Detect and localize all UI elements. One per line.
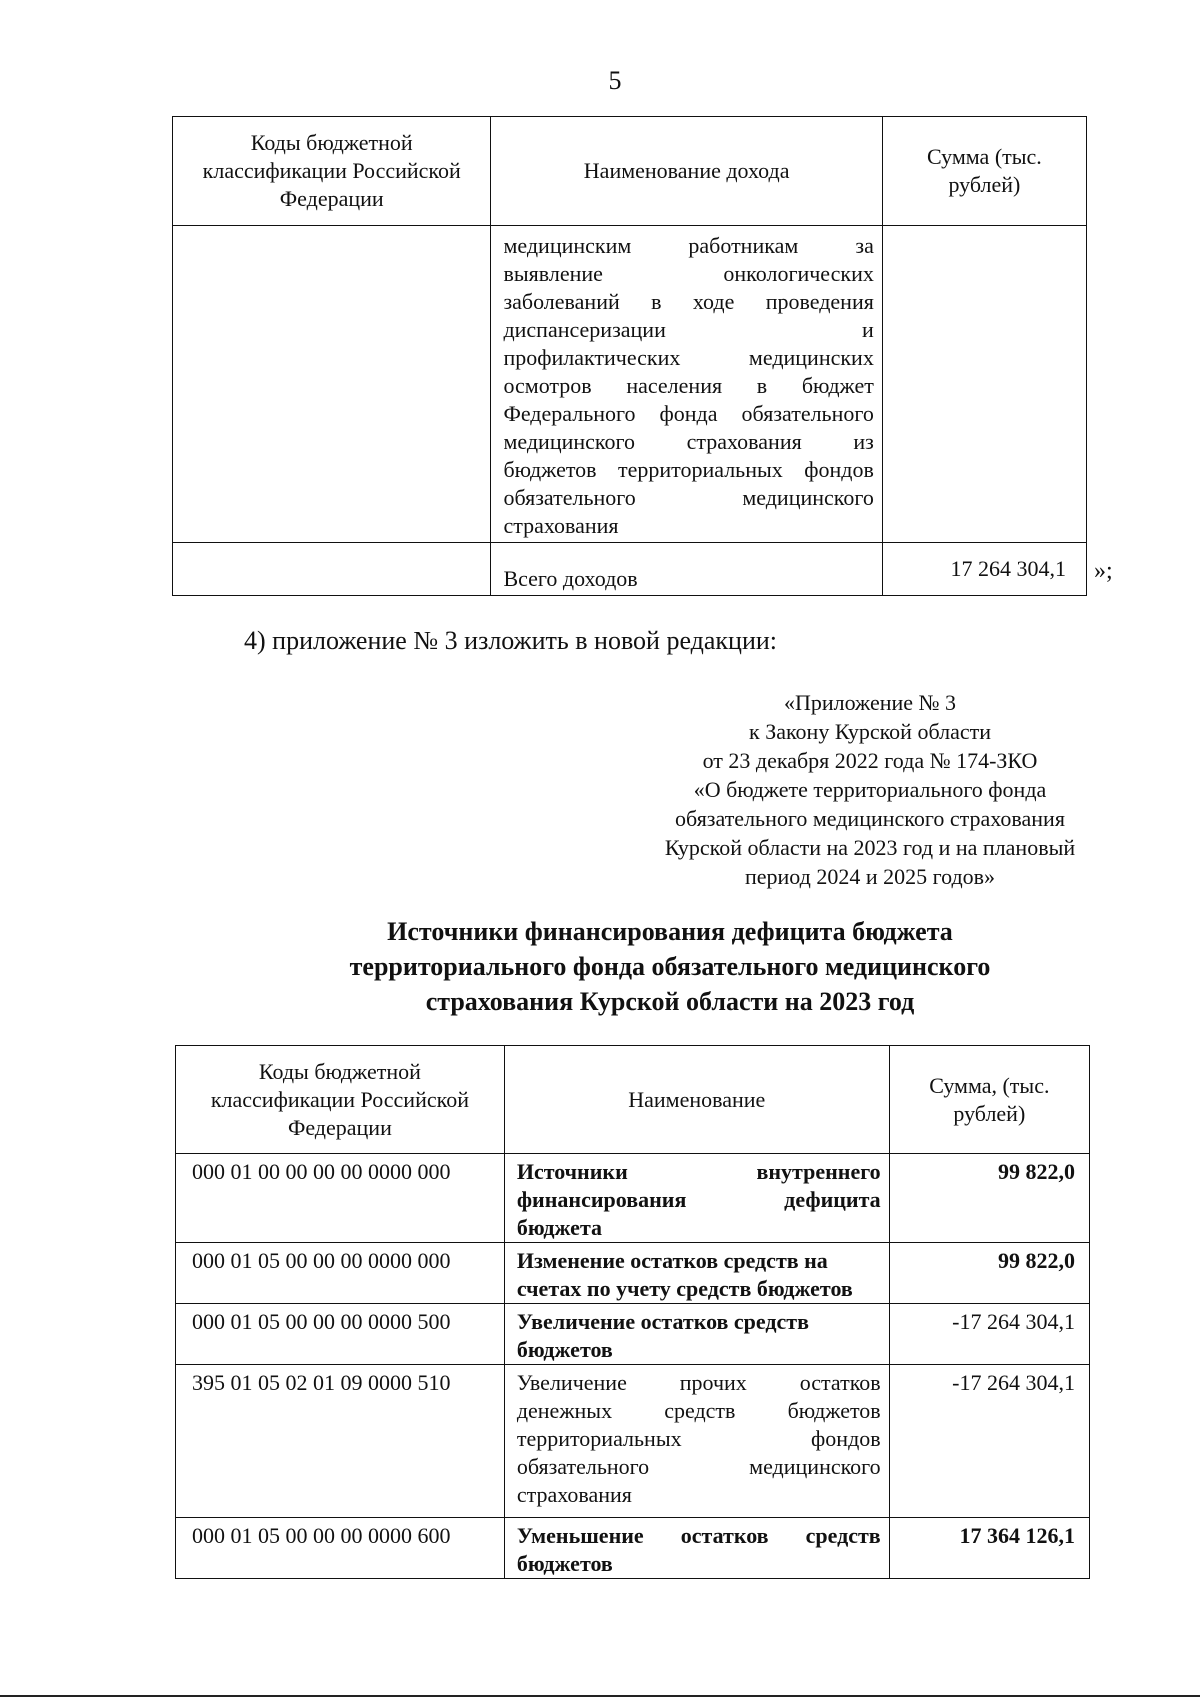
row-amount: 99 822,0 [889,1243,1089,1304]
header-revenue-name: Наименование дохода [491,117,882,226]
row-name-line: финансирования дефицита [516,1187,881,1212]
row-name-line: Источники внутреннего [516,1159,881,1184]
section-title-line: Источники финансирования дефицита бюджета [387,917,953,946]
page-bottom-edge [0,1695,1200,1697]
header-codes: Коды бюджетной классификации Российской Федерации [176,1046,505,1154]
total-amount: 17 264 304,1 [950,556,1066,581]
text-line: медицинским работникам за [503,233,874,258]
budget-code: 000 01 00 00 00 00 0000 000 [176,1154,505,1243]
table-row [176,1365,1090,1518]
table-row [176,1243,1090,1304]
text-line: осмотров населения в бюджет [503,373,874,398]
row-name [504,1154,889,1243]
text-line: обязательного медицинского [503,485,874,510]
table-row [176,1154,1090,1243]
row-name [504,1243,889,1304]
appendix-header-line: «О бюджете территориального фонда [693,777,1047,802]
appendix-header-line: период 2024 и 2025 годов» [744,864,996,889]
total-label-cell [491,543,882,596]
table-row [176,1518,1090,1579]
revenue-table [172,116,1087,596]
row-amount: 17 364 126,1 [889,1518,1089,1579]
row-amount: -17 264 304,1 [889,1365,1089,1518]
appendix-header [600,688,1140,891]
continuation-code-cell [173,226,491,543]
section-title-line: территориального фонда обязательного медицинского [349,952,991,981]
amendment-instruction: 4) приложение № 3 изложить в новой редакции: [244,626,778,655]
row-name-line: Увеличение прочих остатков [516,1370,881,1395]
revenue-total-row [173,543,1087,596]
header-sum: Сумма (тыс. рублей) [882,117,1086,226]
continuation-text [491,226,881,542]
row-name-line: бюджета [516,1215,603,1240]
row-name [504,1518,889,1579]
closing-quote-mark: »; [1094,558,1113,584]
row-name-line: бюджетов [516,1337,613,1362]
row-name-line: Уменьшение остатков средств [516,1523,881,1548]
row-name [504,1365,889,1518]
budget-code: 395 01 05 02 01 09 0000 510 [176,1365,505,1518]
budget-code: 000 01 05 00 00 00 0000 600 [176,1518,505,1579]
text-line: медицинского страхования из [503,429,874,454]
row-name-line: бюджетов [516,1551,613,1576]
row-name-line: территориальных фондов [516,1426,881,1451]
total-code-cell [173,543,491,596]
text-line: заболеваний в ходе проведения [503,289,874,314]
table-row [176,1304,1090,1365]
header-sum: Сумма, (тыс. рублей) [889,1046,1089,1154]
revenue-continuation-row [173,226,1087,543]
row-name-line: обязательного медицинского [516,1454,881,1479]
row-amount: 99 822,0 [889,1154,1089,1243]
budget-code: 000 01 05 00 00 00 0000 500 [176,1304,505,1365]
page-number: 5 [608,66,622,95]
total-label: Всего доходов [503,566,638,591]
text-line: выявление онкологических [503,261,874,286]
text-line: страхования [503,513,619,538]
header-codes: Коды бюджетной классификации Российской Федерации [173,117,491,226]
row-amount: -17 264 304,1 [889,1304,1089,1365]
appendix-header-line: Курской области на 2023 год и на плановый [664,835,1076,860]
appendix-header-line: к Закону Курской области [749,719,991,744]
text-line: профилактических медицинских [503,345,874,370]
row-name-line: Изменение остатков средств на [516,1248,828,1273]
deficit-sources-table [175,1045,1090,1579]
section-title-line: страхования Курской области на 2023 год [425,987,915,1016]
row-name-line: денежных средств бюджетов [516,1398,881,1423]
continuation-sum-cell [882,226,1086,543]
total-amount-cell [882,543,1086,596]
appendix-header-line: от 23 декабря 2022 года № 174-ЗКО [702,748,1038,773]
revenue-table-header-row [173,117,1087,226]
row-name-line: Увеличение остатков средств [516,1309,809,1334]
text-line: бюджетов территориальных фондов [503,457,874,482]
appendix-header-line: обязательного медицинского страхования [675,806,1065,831]
row-name-line: счетах по учету средств бюджетов [516,1276,853,1301]
budget-code: 000 01 05 00 00 00 0000 000 [176,1243,505,1304]
text-line: Федерального фонда обязательного [503,401,874,426]
row-name-line: страхования [516,1482,632,1507]
appendix-header-line: «Приложение № 3 [783,690,957,715]
header-name: Наименование [504,1046,889,1154]
row-name [504,1304,889,1365]
deficit-table-header-row [176,1046,1090,1154]
continuation-name-cell [491,226,882,543]
section-title [220,914,1120,1019]
text-line: диспансеризации и [503,317,874,342]
